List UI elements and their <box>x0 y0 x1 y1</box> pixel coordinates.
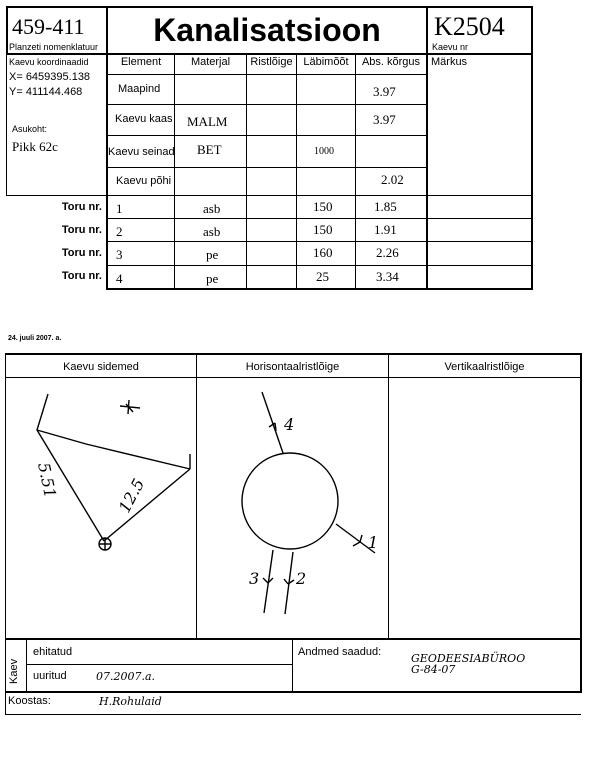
pipe-height: 3.34 <box>376 269 399 284</box>
row-diameter: 1000 <box>314 146 334 157</box>
pipe-label: Toru nr. <box>61 201 102 213</box>
panel-ties-title: Kaevu sidemed <box>63 361 139 373</box>
pipe-material: pe <box>206 247 219 262</box>
well-circle <box>242 453 338 549</box>
compiled-value: H.Rohulaid <box>99 695 162 708</box>
pipe-3-line <box>264 550 273 613</box>
row-height: 2.02 <box>381 172 404 187</box>
panel-vertical-title: Vertikaalristlõige <box>444 361 525 373</box>
pipe-label: Toru nr. <box>61 270 102 282</box>
col-abs-height: Abs. kõrgus <box>361 56 421 68</box>
pipe-label: Toru nr. <box>61 247 102 259</box>
compiled-label: Koostas: <box>8 695 51 707</box>
pipe-diameter: 160 <box>313 245 333 260</box>
row-material: MALM <box>187 114 228 129</box>
pipe-material: asb <box>203 224 221 239</box>
row-element: Maapind <box>118 83 161 95</box>
horizontal-sketch <box>242 392 375 614</box>
row-element: Kaevu kaas <box>115 113 173 125</box>
pipe-number: 2 <box>116 224 123 239</box>
pipe-height: 1.85 <box>374 199 397 214</box>
location-value: Pikk 62c <box>12 139 58 154</box>
row-element: Kaevu seinad <box>108 146 175 158</box>
pipe-number: 4 <box>116 271 123 286</box>
pipe-material: asb <box>203 201 221 216</box>
kaev-label: Kaev <box>8 658 20 684</box>
pipe-number: 3 <box>116 247 123 262</box>
ties-sketch <box>37 394 190 550</box>
page-title: Kanalisatsioon <box>153 12 381 48</box>
nomenclature-value: 459-411 <box>12 14 85 39</box>
dim-a: 5.51 <box>34 460 61 500</box>
pipe-diameter: 150 <box>313 199 333 214</box>
pipe-3-tag: 3 <box>249 569 260 588</box>
row-element: Kaevu põhi <box>116 175 172 187</box>
col-crosssection: Ristlõige <box>250 56 293 68</box>
well-number-label: Kaevu nr <box>432 42 469 52</box>
col-diameter: Läbimõõt <box>303 56 349 68</box>
location-label: Asukoht: <box>12 124 48 134</box>
dim-b: 12.5 <box>114 475 149 516</box>
coords-label: Kaevu koordinaadid <box>9 57 89 67</box>
coord-x: X= 6459395.138 <box>9 71 91 83</box>
pipe-material: pe <box>206 271 219 286</box>
pipe-height: 1.91 <box>374 222 397 237</box>
north-cross <box>120 400 140 414</box>
tie-line-right <box>104 454 190 541</box>
pipe-label: Toru nr. <box>61 224 102 236</box>
date-stamp: 24. juuli 2007. a. <box>8 335 62 342</box>
row-height: 3.97 <box>373 112 396 127</box>
tie-line-top <box>37 430 190 469</box>
pipe-4-line <box>262 392 283 453</box>
pipe-diameter: 25 <box>316 269 329 284</box>
built-label: ehitatud <box>33 646 73 658</box>
data-from-org: GEODEESIABÜROO <box>411 652 526 665</box>
surveyed-value: 07.2007.a. <box>96 670 156 683</box>
pipe-height: 2.26 <box>376 245 399 260</box>
pipe-diameter: 150 <box>313 222 333 237</box>
data-from-code: G-84-07 <box>411 663 456 676</box>
coord-y: Y= 411144.468 <box>9 86 83 98</box>
pipe-4-tag: 4 <box>284 415 295 434</box>
row-material: BET <box>197 142 222 157</box>
nomenclature-label: Planzeti nomenklatuur <box>9 42 99 52</box>
col-material: Materjal <box>190 56 231 68</box>
surveyed-label: uuritud <box>33 670 67 682</box>
panel-horizontal-title: Horisontaalristlõige <box>245 361 340 373</box>
col-remarks: Märkus <box>431 56 468 68</box>
pipe-2-tag: 2 <box>296 569 307 588</box>
pipe-number: 1 <box>116 201 123 216</box>
row-height: 3.97 <box>373 84 396 99</box>
data-from-label: Andmed saadud: <box>298 646 382 658</box>
well-number-value: K2504 <box>434 12 505 41</box>
pipe-1-tag: 1 <box>368 533 379 552</box>
col-element: Element <box>120 56 162 68</box>
